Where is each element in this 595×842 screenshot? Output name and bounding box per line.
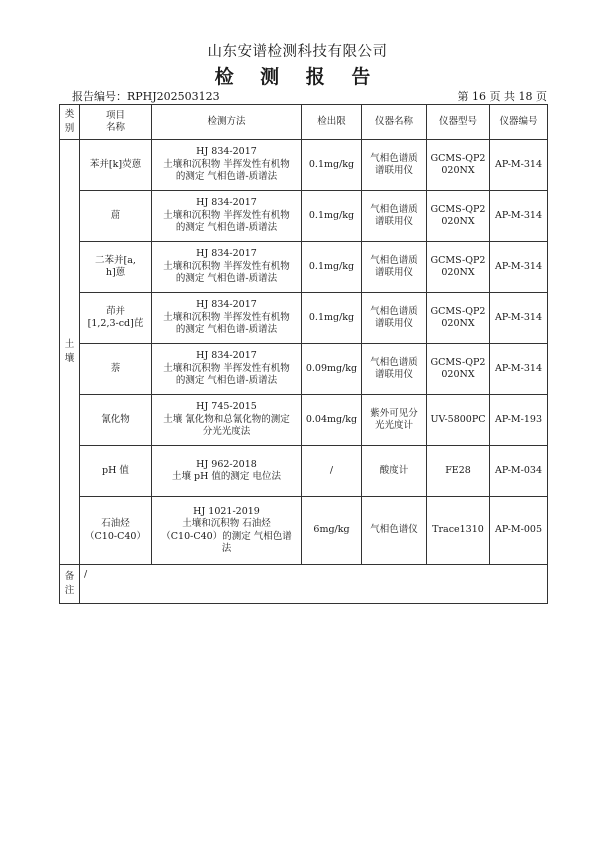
model-line: GCMS-QP2 xyxy=(430,356,486,368)
method-line: 的测定 气相色谱-质谱法 xyxy=(175,375,278,387)
instrument-line: 谱联用仪 xyxy=(374,216,413,227)
instrument-code-cell: AP-M-314 xyxy=(490,344,548,395)
model-line: 020NX xyxy=(441,216,475,227)
header-item-line: 名称 xyxy=(105,122,125,133)
item-name-line: （C10-C40） xyxy=(85,530,146,542)
item-name-cell xyxy=(80,242,152,293)
model-line: 020NX xyxy=(441,369,475,380)
method-line: HJ 834-2017 xyxy=(196,197,257,209)
instrument-line: 光光度计 xyxy=(374,420,413,431)
model-line: Trace1310 xyxy=(432,524,484,536)
method-line: 土壤和沉积物 半挥发性有机物 xyxy=(163,260,290,272)
category-line: 土 xyxy=(64,339,75,350)
item-name-line: 茚并 xyxy=(105,305,125,317)
item-name-line: h]蒽 xyxy=(105,267,126,278)
instrument-line: 紫外可见分 xyxy=(370,407,418,419)
item-name-line: 石油烃 xyxy=(101,518,130,529)
item-name-line: 氰化物 xyxy=(101,413,130,425)
method-cell xyxy=(152,293,302,344)
method-line: 土壤 pH 值的测定 电位法 xyxy=(172,471,281,482)
company-name: 山东安谱检测科技有限公司 xyxy=(207,44,388,60)
table-row xyxy=(60,242,548,293)
instrument-line: 谱联用仪 xyxy=(374,318,413,329)
item-name-line: 萘 xyxy=(110,362,121,374)
page-info: 第 16 页 共 18 页 xyxy=(457,90,547,103)
item-name-cell xyxy=(80,191,152,242)
method-cell xyxy=(152,497,302,565)
instrument-line: 气相色谱质 xyxy=(370,203,418,215)
method-line: HJ 745-2015 xyxy=(196,401,257,413)
item-name-line: pH 值 xyxy=(102,464,129,476)
header-model: 仪器型号 xyxy=(427,105,490,140)
header-method: 检测方法 xyxy=(152,105,302,140)
method-line: 分光光度法 xyxy=(202,426,251,438)
method-cell xyxy=(152,242,302,293)
method-line: 土壤和沉积物 半挥发性有机物 xyxy=(163,209,290,221)
header-category xyxy=(60,105,80,140)
model-line: FE28 xyxy=(445,464,471,476)
method-cell xyxy=(152,395,302,446)
item-name-line: 䓛 xyxy=(110,209,121,221)
remark-label-line: 备 xyxy=(64,571,75,582)
item-name-cell xyxy=(80,497,152,565)
instrument-name-cell xyxy=(362,242,427,293)
remark-text: / xyxy=(80,565,548,604)
instrument-code-cell: AP-M-005 xyxy=(490,497,548,565)
method-line: 土壤和沉积物 半挥发性有机物 xyxy=(163,362,290,374)
instrument-line: 气相色谱仪 xyxy=(370,524,418,536)
limit-cell: 0.1mg/kg xyxy=(302,140,362,191)
item-name-cell xyxy=(80,344,152,395)
instrument-name-cell xyxy=(362,446,427,497)
table-row xyxy=(60,446,548,497)
instrument-model-cell xyxy=(427,497,490,565)
instrument-model-cell xyxy=(427,344,490,395)
instrument-model-cell xyxy=(427,242,490,293)
instrument-code-cell: AP-M-314 xyxy=(490,293,548,344)
instrument-model-cell xyxy=(427,293,490,344)
table-row xyxy=(60,191,548,242)
instrument-line: 谱联用仪 xyxy=(374,165,413,176)
instrument-name-cell xyxy=(362,344,427,395)
method-line: HJ 962-2018 xyxy=(196,458,257,470)
method-line: 土壤和沉积物 半挥发性有机物 xyxy=(163,311,290,323)
limit-cell: 0.04mg/kg xyxy=(302,395,362,446)
instrument-code-cell: AP-M-314 xyxy=(490,140,548,191)
category-cell xyxy=(60,140,80,565)
table-header-row xyxy=(60,105,548,140)
method-line: HJ 834-2017 xyxy=(196,350,257,362)
method-line: HJ 834-2017 xyxy=(196,248,257,260)
method-line: 的测定 气相色谱-质谱法 xyxy=(175,324,278,336)
instrument-code-cell: AP-M-314 xyxy=(490,242,548,293)
method-line: HJ 834-2017 xyxy=(196,146,257,158)
instrument-model-cell xyxy=(427,446,490,497)
item-name-line: 苯并[k]荧蒽 xyxy=(89,158,142,170)
model-line: GCMS-QP2 xyxy=(430,203,486,215)
header-limit: 检出限 xyxy=(302,105,362,140)
method-line: HJ 834-2017 xyxy=(196,299,257,311)
item-name-cell xyxy=(80,395,152,446)
instrument-line: 气相色谱质 xyxy=(370,305,418,317)
limit-cell: 6mg/kg xyxy=(302,497,362,565)
remark-row xyxy=(60,565,548,604)
instrument-name-cell xyxy=(362,395,427,446)
instrument-line: 气相色谱质 xyxy=(370,152,418,164)
model-line: GCMS-QP2 xyxy=(430,152,486,164)
item-name-cell xyxy=(80,446,152,497)
instrument-line: 谱联用仪 xyxy=(374,369,413,380)
header-instrument: 仪器名称 xyxy=(362,105,427,140)
remark-label xyxy=(60,565,80,604)
instrument-name-cell xyxy=(362,293,427,344)
header-category-line: 别 xyxy=(64,123,75,134)
item-name-cell xyxy=(80,293,152,344)
table-row xyxy=(60,497,548,565)
instrument-name-cell xyxy=(362,497,427,565)
model-line: GCMS-QP2 xyxy=(430,305,486,317)
instrument-code-cell: AP-M-314 xyxy=(490,191,548,242)
method-line: HJ 1021-2019 xyxy=(193,505,260,517)
instrument-model-cell xyxy=(427,191,490,242)
method-line: 法 xyxy=(221,543,232,554)
limit-cell: 0.1mg/kg xyxy=(302,293,362,344)
table-row xyxy=(60,395,548,446)
method-cell xyxy=(152,446,302,497)
limit-cell: / xyxy=(302,446,362,497)
limit-cell: 0.1mg/kg xyxy=(302,191,362,242)
item-name-line: 二苯并[a, xyxy=(95,254,136,266)
method-line: 土壤和沉积物 半挥发性有机物 xyxy=(163,158,290,170)
model-line: GCMS-QP2 xyxy=(430,254,486,266)
table-row xyxy=(60,293,548,344)
category-line: 壤 xyxy=(64,353,75,364)
method-cell xyxy=(152,140,302,191)
table-row xyxy=(60,344,548,395)
remark-label-line: 注 xyxy=(64,585,75,596)
model-line: 020NX xyxy=(441,318,475,329)
model-line: 020NX xyxy=(441,267,475,278)
instrument-model-cell xyxy=(427,395,490,446)
method-line: 的测定 气相色谱-质谱法 xyxy=(175,273,278,285)
instrument-line: 酸度计 xyxy=(379,464,409,476)
instrument-code-cell: AP-M-193 xyxy=(490,395,548,446)
instrument-code-cell: AP-M-034 xyxy=(490,446,548,497)
model-line: 020NX xyxy=(441,165,475,176)
instrument-model-cell xyxy=(427,140,490,191)
limit-cell: 0.09mg/kg xyxy=(302,344,362,395)
header-item-line: 项目 xyxy=(105,109,125,121)
method-line: 的测定 气相色谱-质谱法 xyxy=(175,222,278,234)
header-code: 仪器编号 xyxy=(490,105,548,140)
instrument-line: 气相色谱质 xyxy=(370,254,418,266)
item-name-cell xyxy=(80,140,152,191)
header-category-line: 类 xyxy=(64,109,75,120)
table-row xyxy=(60,140,548,191)
results-table xyxy=(59,104,548,604)
instrument-line: 气相色谱质 xyxy=(370,356,418,368)
method-cell xyxy=(152,191,302,242)
report-number: 报告编号：RPHJ202503123 xyxy=(72,90,220,103)
model-line: UV-5800PC xyxy=(430,413,486,425)
instrument-name-cell xyxy=(362,140,427,191)
method-line: 的测定 气相色谱-质谱法 xyxy=(175,171,278,183)
report-title: 检 测 报 告 xyxy=(214,66,381,88)
method-line: （C10-C40）的测定 气相色谱 xyxy=(161,530,292,542)
item-name-line: [1,2,3-cd]芘 xyxy=(87,318,144,329)
method-cell xyxy=(152,344,302,395)
method-line: 土壤和沉积物 石油烃 xyxy=(182,518,271,529)
header-item xyxy=(80,105,152,140)
method-line: 土壤 氰化物和总氰化物的测定 xyxy=(163,413,290,425)
instrument-line: 谱联用仪 xyxy=(374,267,413,278)
instrument-name-cell xyxy=(362,191,427,242)
limit-cell: 0.1mg/kg xyxy=(302,242,362,293)
